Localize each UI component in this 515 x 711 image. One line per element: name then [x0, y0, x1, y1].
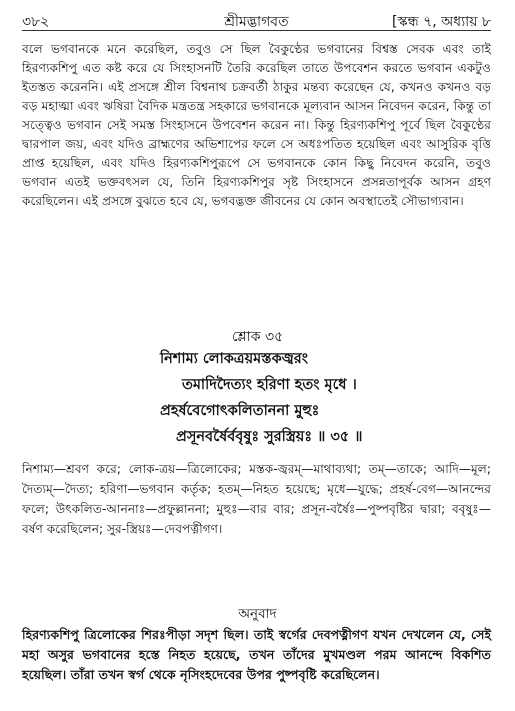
purport-text [22, 40, 491, 211]
header-rule [22, 30, 491, 31]
translation-text: হিরণ্যকশিপু ত্রিলোকের শিরঃপীড়া সদৃশ ছিল। তাই স্বর্গের দেবপত্নীগণ যখন দেখলেন যে, সেই মহা অসুর ভগবানের হস্তে নিহত হয়েছে, তখন তাঁদের মুখমণ্ডল পরম আনন্দে বিকশিত হয়েছিল। তাঁরা তখন স্বর্গ থেকে নৃসিংহদেবের উপর পুষ্পবৃষ্টি করেছিলেন। [22, 627, 491, 682]
page-number: ৩৮২ [22, 14, 50, 30]
page-header [22, 8, 491, 30]
verse-line-1: নিশাম্য লোকত্রয়মস্তকজ্বরং [160, 351, 308, 367]
translation-block [22, 625, 491, 685]
book-title: শ্রীমদ্ভাগবত [224, 14, 289, 30]
verse-line-3: প্রহর্ষবেগোৎকলিতাননা মুহুঃ [160, 403, 320, 419]
section-label: [স্কন্ধ ৭, অধ্যায় ৮ [392, 14, 491, 30]
synonyms-block [22, 459, 491, 539]
purport-paragraph: বলে ভগবানকে মনে করেছিল, তবুও সে ছিল বৈকুণ্ঠের ভগবানের বিশ্বস্ত সেবক এবং তাই হিরণ্যকশিপু এত কষ্ট করে যে সিংহাসনটি তৈরি করেছিল তাতে উপবেশন করতে ভগবান একটুও ইতস্তত করেননি। এই প্রসঙ্গে শ্রীল বিশ্বনাথ চক্রবর্তী ঠাকুর মন্তব্য করেছেন যে, কখনও কখনও বড় বড় মহাত্মা এবং ঋষিরা বৈদিক মন্ত্রতন্ত্র সহকারে ভগবানকে মূল্যবান আসন নিবেদন করেন, কিন্তু তা সত্ত্বেও ভগবান সেই সমস্ত সিংহাসনে উপবেশন করেন না। কিন্তু হিরণ্যকশিপু পূর্বে ছিল বৈকুণ্ঠের দ্বারপাল জয়, এবং যদিও ব্রাহ্মণের অভিশাপের ফলে সে অধঃপতিত হয়েছিল এবং আসুরিক বৃত্তি প্রাপ্ত হয়েছিল, এবং যদিও হিরণ্যকশিপুরূপে সে ভগবানকে কোন কিছু নিবেদন করেনি, তবুও ভগবান এতই ভক্তবৎসল যে, তিনি হিরণ্যকশিপুর সৃষ্ট সিংহাসনে প্রসন্নতাপূর্বক আসন গ্রহণ করেছিলেন। এই প্রসঙ্গে বুঝতে হবে যে, ভগবদ্ভক্ত জীবনের যে কোন অবস্থাতেই সৌভাগ্যবান। [22, 42, 491, 208]
verse-block [22, 346, 491, 450]
verse-line-2: তমাদিদৈত্যং হরিণা হতং মৃধে । [182, 377, 357, 393]
synonyms-text: নিশাম্য—শ্রবণ করে; লোক-ত্রয়—ত্রিলোকের; মস্তক-জ্বরম্—মাথাব্যথা; তম্—তাকে; আদি—মূল; দৈত্যম্—দৈত্য; হরিণা—ভগবান কর্তৃক; হতম্—নিহত হয়েছে; মৃধে—যুদ্ধে; প্রহর্ষ-বেগ—আনন্দের ফলে; উৎকলিত-আননাঃ—প্রফুল্লাননা; মুহুঃ—বার বার; প্রসূন-বর্ষৈঃ—পুষ্পবৃষ্টির দ্বারা; ববৃষুঃ—বর্ষণ করেছিলেন; সুর-স্ত্রিয়ঃ—দেবপত্নীগণ। [22, 462, 491, 536]
translation-heading: অনুবাদ [238, 606, 277, 622]
verse-heading: শ্লোক ৩৫ [231, 329, 284, 345]
verse-line-4: প্রসূনবর্ষৈর্ববৃষুঃ সুরস্ত্রিয়ঃ ॥ ৩৫ ॥ [176, 429, 363, 445]
